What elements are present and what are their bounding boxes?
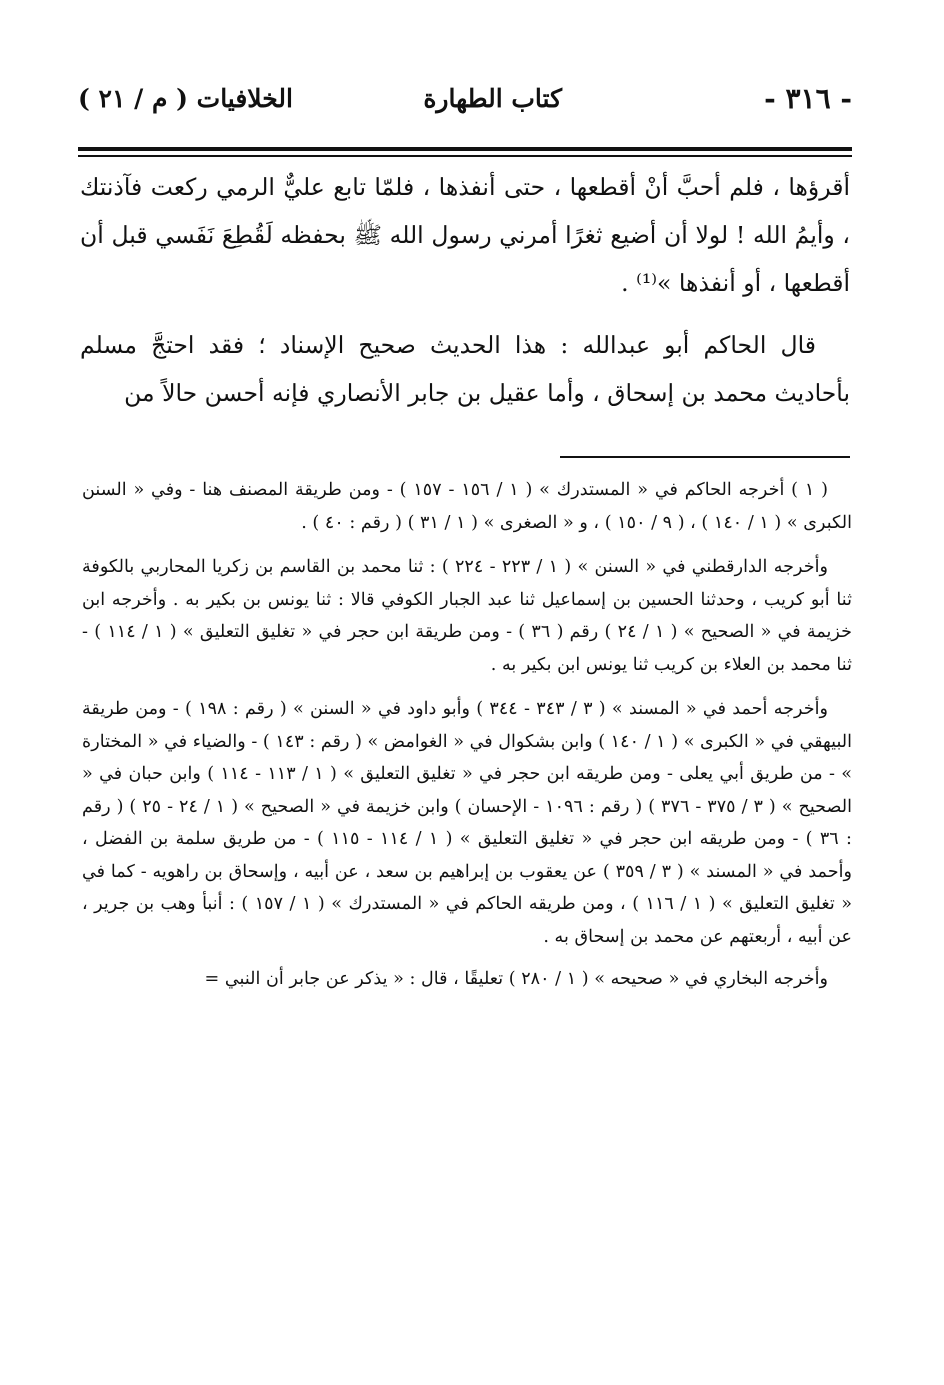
header-rule-thin [78, 155, 852, 157]
main-text [80, 163, 850, 417]
page-header [78, 80, 852, 130]
footnote-paragraph: وأخرجه أحمد في « المسند » ( ٣ / ٣٤٣ - ٣٤٤ ) وأبو داود في « السنن » ( رقم : ١٩٨ ) - ومن طريقة البيهقي في « الكبرى » ( ١ / ١٤٠ ) وابن بشكوال في « الغوامض » ( رقم : ١٤٣ ) - والضياء في « المختارة » - من طريق أبي يعلى - ومن طريقه ابن حجر في « تغليق التعليق » ( ١ / ١١٣ - ١١٤ ) وابن حبان في « الصحيح » ( ٣ / ٣٧٥ - ٣٧٦ ) ( رقم : ١٠٩٦ - الإحسان ) وابن خزيمة في « الصحيح » ( ١ / ٢٤ - ٢٥ ) ( رقم : ٣٦ ) - ومن طريقه ابن حجر في « تغليق التعليق » ( ١ / ١١٤ - ١١٥ ) - من طريق سلمة بن الفضل ، وأحمد في « المسند » ( ٣ / ٣٥٩ ) عن يعقوب بن إبراهيم بن سعد ، عن أبيه ، وإسحاق بن راهويه - كما في « تغليق التعليق » ( ١ / ١١٦ ) ، ومن طريقه الحاكم في « المستدرك » ( ١ / ١٥٧ ) : أنبأ وهب بن جرير ، عن أبيه ، أربعتهم عن محمد بن إسحاق به . [82, 699, 852, 947]
footnote-paragraph: وأخرجه البخاري في « صحيحه » ( ١ / ٢٨٠ ) تعليقًا ، قال : « يذكر عن جابر أن النبي = [204, 969, 828, 989]
main-paragraph: قال الحاكم أبو عبدالله : هذا الحديث صحيح الإسناد ؛ فقد احتجَّ مسلم بأحاديث محمد بن إسحاق ، وأما عقيل بن جابر الأنصاري فإنه أحسن حالاً من [80, 331, 850, 407]
series-label: الخلافيات ( م / ٢١ ) [78, 84, 293, 113]
page-number: - ٣١٦ - [764, 82, 852, 115]
main-paragraph: أقرؤها ، فلم أحبَّ أنْ أقطعها ، حتى أنفذها ، فلمّا تابع عليٌّ الرمي ركعت فآذنتك ، وأيمُ الله ! لولا أن أضيع ثغرًا أمرني رسول الله ﷺ بحفظه لَقُطِعَ نَفَسي قبل أن أقطعها ، أو أنفذها »⁽¹⁾ . [80, 173, 850, 297]
footnote-separator [560, 456, 850, 458]
footnote-paragraph: ( ١ ) أخرجه الحاكم في « المستدرك » ( ١ / ١٥٦ - ١٥٧ ) - ومن طريقة المصنف هنا - وفي « السنن الكبرى » ( ١ / ١٤٠ ) ، ( ٩ / ١٥٠ ) ، و « الصغرى » ( ١ / ٣١ ) ( رقم : ٤٠ ) . [82, 480, 852, 533]
header-rule-thick [78, 147, 852, 151]
book-title: كتاب الطهارة [423, 84, 562, 113]
footnotes [82, 474, 852, 996]
footnote-paragraph: وأخرجه الدارقطني في « السنن » ( ١ / ٢٢٣ - ٢٢٤ ) : ثنا محمد بن القاسم بن زكريا المحاربي بالكوفة ثنا أبو كريب ، وحدثنا الحسين بن إسماعيل ثنا عبد الجبار الكوفي قالا : ثنا يونس بن بكير به . وأخرجه ابن خزيمة في « الصحيح » ( ١ / ٢٤ ) رقم ( ٣٦ ) - ومن طريقة ابن حجر في « تغليق التعليق » ( ١ / ١١٤ ) - ثنا محمد بن العلاء بن كريب ثنا يونس ابن بكير به . [82, 557, 852, 675]
